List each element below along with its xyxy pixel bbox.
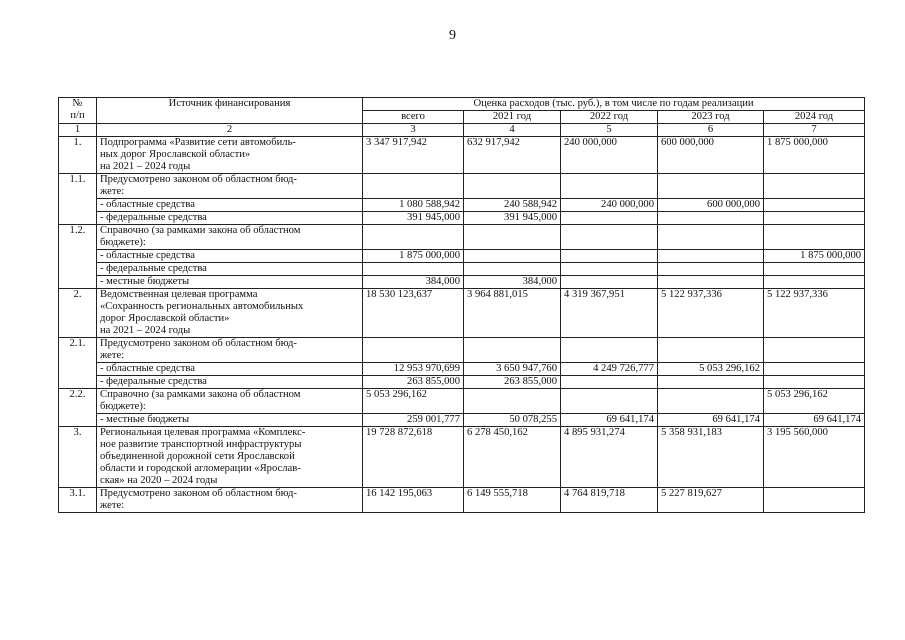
value-cell: 6 149 555,718 xyxy=(464,488,561,513)
table-row xyxy=(59,363,865,376)
value-cell: 263 855,000 xyxy=(363,376,464,389)
column-number: 4 xyxy=(464,124,561,137)
value-cell xyxy=(764,338,865,363)
value-cell: 16 142 195,063 xyxy=(363,488,464,513)
source-description: - федеральные средства xyxy=(97,212,363,225)
table-row xyxy=(59,276,865,289)
table-row xyxy=(59,414,865,427)
value-cell xyxy=(764,488,865,513)
source-description: Справочно (за рамками закона об областном бюджете): xyxy=(97,389,363,414)
value-cell: 12 953 970,699 xyxy=(363,363,464,376)
row-number: 3.1. xyxy=(59,488,97,513)
value-cell xyxy=(363,225,464,250)
value-cell: 69 641,174 xyxy=(658,414,764,427)
value-cell xyxy=(561,250,658,263)
value-cell: 6 278 450,162 xyxy=(464,427,561,488)
header-year-2022: 2022 год xyxy=(561,111,658,124)
value-cell xyxy=(561,212,658,225)
value-cell xyxy=(764,174,865,199)
value-cell xyxy=(561,276,658,289)
value-cell: 240 588,942 xyxy=(464,199,561,212)
table-row xyxy=(59,137,865,174)
value-cell: 50 078,255 xyxy=(464,414,561,427)
table-row xyxy=(59,389,865,414)
header-year-2021: 2021 год xyxy=(464,111,561,124)
row-number: 2.2. xyxy=(59,389,97,427)
value-cell: 5 053 296,162 xyxy=(658,363,764,376)
source-description: Региональная целевая программа «Комплекс- ное развитие транспортной инфраструктуры объединенной дорожной сети Ярославской области и городской агломерации «Ярослав- ская» на 2020 – 2024 годы xyxy=(97,427,363,488)
value-cell: 600 000,000 xyxy=(658,137,764,174)
column-number: 7 xyxy=(764,124,865,137)
value-cell xyxy=(363,338,464,363)
value-cell: 4 249 726,777 xyxy=(561,363,658,376)
value-cell: 4 764 819,718 xyxy=(561,488,658,513)
value-cell xyxy=(658,250,764,263)
source-description: - федеральные средства xyxy=(97,263,363,276)
value-cell: 69 641,174 xyxy=(561,414,658,427)
value-cell xyxy=(658,174,764,199)
value-cell xyxy=(561,263,658,276)
row-number: 1.1. xyxy=(59,174,97,225)
value-cell xyxy=(561,225,658,250)
row-number: 1. xyxy=(59,137,97,174)
table-row xyxy=(59,225,865,250)
source-description: - местные бюджеты xyxy=(97,414,363,427)
source-description: - федеральные средства xyxy=(97,376,363,389)
header-number: № п/п xyxy=(59,98,97,124)
value-cell: 240 000,000 xyxy=(561,199,658,212)
value-cell xyxy=(764,376,865,389)
value-cell xyxy=(658,263,764,276)
table-row xyxy=(59,376,865,389)
value-cell xyxy=(464,250,561,263)
row-number: 1.2. xyxy=(59,225,97,289)
value-cell: 3 195 560,000 xyxy=(764,427,865,488)
page-number: 9 xyxy=(449,28,456,43)
value-cell xyxy=(658,389,764,414)
value-cell: 600 000,000 xyxy=(658,199,764,212)
value-cell: 18 530 123,637 xyxy=(363,289,464,338)
value-cell: 259 001,777 xyxy=(363,414,464,427)
value-cell xyxy=(363,174,464,199)
column-number: 5 xyxy=(561,124,658,137)
value-cell: 384,000 xyxy=(464,276,561,289)
header-estimate: Оценка расходов (тыс. руб.), в том числе по годам реализации xyxy=(363,98,865,111)
value-cell: 1 875 000,000 xyxy=(764,250,865,263)
source-description: - областные средства xyxy=(97,363,363,376)
value-cell xyxy=(764,276,865,289)
value-cell: 5 053 296,162 xyxy=(363,389,464,414)
source-description: Предусмотрено законом об областном бюд- жете: xyxy=(97,488,363,513)
source-description: Предусмотрено законом об областном бюд- жете: xyxy=(97,338,363,363)
value-cell: 5 227 819,627 xyxy=(658,488,764,513)
value-cell xyxy=(464,174,561,199)
value-cell xyxy=(561,174,658,199)
header-source: Источник финансирования xyxy=(97,98,363,124)
column-number: 3 xyxy=(363,124,464,137)
table-row xyxy=(59,212,865,225)
source-description: - областные средства xyxy=(97,250,363,263)
table-row xyxy=(59,338,865,363)
value-cell xyxy=(561,338,658,363)
table-row xyxy=(59,174,865,199)
table-row xyxy=(59,427,865,488)
value-cell: 5 358 931,183 xyxy=(658,427,764,488)
table-row xyxy=(59,263,865,276)
value-cell: 19 728 872,618 xyxy=(363,427,464,488)
row-number: 2. xyxy=(59,289,97,338)
value-cell: 1 875 000,000 xyxy=(363,250,464,263)
value-cell xyxy=(363,263,464,276)
value-cell xyxy=(764,263,865,276)
value-cell xyxy=(658,225,764,250)
value-cell: 240 000,000 xyxy=(561,137,658,174)
value-cell xyxy=(464,389,561,414)
row-number: 3. xyxy=(59,427,97,488)
financing-table xyxy=(58,97,865,513)
value-cell: 5 122 937,336 xyxy=(658,289,764,338)
value-cell xyxy=(561,389,658,414)
value-cell: 5 053 296,162 xyxy=(764,389,865,414)
column-number: 2 xyxy=(97,124,363,137)
table-row xyxy=(59,488,865,513)
column-number: 6 xyxy=(658,124,764,137)
value-cell xyxy=(464,338,561,363)
source-description: Предусмотрено законом об областном бюд- жете: xyxy=(97,174,363,199)
value-cell xyxy=(464,263,561,276)
value-cell: 3 650 947,760 xyxy=(464,363,561,376)
value-cell xyxy=(658,338,764,363)
value-cell xyxy=(658,212,764,225)
table-row xyxy=(59,250,865,263)
value-cell xyxy=(764,212,865,225)
source-description: - областные средства xyxy=(97,199,363,212)
column-number: 1 xyxy=(59,124,97,137)
value-cell xyxy=(764,199,865,212)
table-row xyxy=(59,199,865,212)
table-row xyxy=(59,289,865,338)
value-cell: 263 855,000 xyxy=(464,376,561,389)
source-description: Подпрограмма «Развитие сети автомобиль- ных дорог Ярославской области» на 2021 – 2024 годы xyxy=(97,137,363,174)
header-year-total: всего xyxy=(363,111,464,124)
value-cell: 4 895 931,274 xyxy=(561,427,658,488)
value-cell: 391 945,000 xyxy=(363,212,464,225)
value-cell: 391 945,000 xyxy=(464,212,561,225)
value-cell: 5 122 937,336 xyxy=(764,289,865,338)
value-cell: 384,000 xyxy=(363,276,464,289)
header-year-2024: 2024 год xyxy=(764,111,865,124)
source-description: Ведомственная целевая программа «Сохранность региональных автомобильных дорог Ярославской области» на 2021 – 2024 годы xyxy=(97,289,363,338)
row-number: 2.1. xyxy=(59,338,97,389)
value-cell xyxy=(764,363,865,376)
value-cell: 69 641,174 xyxy=(764,414,865,427)
value-cell: 4 319 367,951 xyxy=(561,289,658,338)
value-cell: 3 347 917,942 xyxy=(363,137,464,174)
value-cell xyxy=(464,225,561,250)
value-cell xyxy=(561,376,658,389)
value-cell: 3 964 881,015 xyxy=(464,289,561,338)
value-cell xyxy=(764,225,865,250)
value-cell xyxy=(658,276,764,289)
value-cell: 1 875 000,000 xyxy=(764,137,865,174)
source-description: - местные бюджеты xyxy=(97,276,363,289)
value-cell: 1 080 588,942 xyxy=(363,199,464,212)
value-cell: 632 917,942 xyxy=(464,137,561,174)
header-year-2023: 2023 год xyxy=(658,111,764,124)
value-cell xyxy=(658,376,764,389)
source-description: Справочно (за рамками закона об областном бюджете): xyxy=(97,225,363,250)
